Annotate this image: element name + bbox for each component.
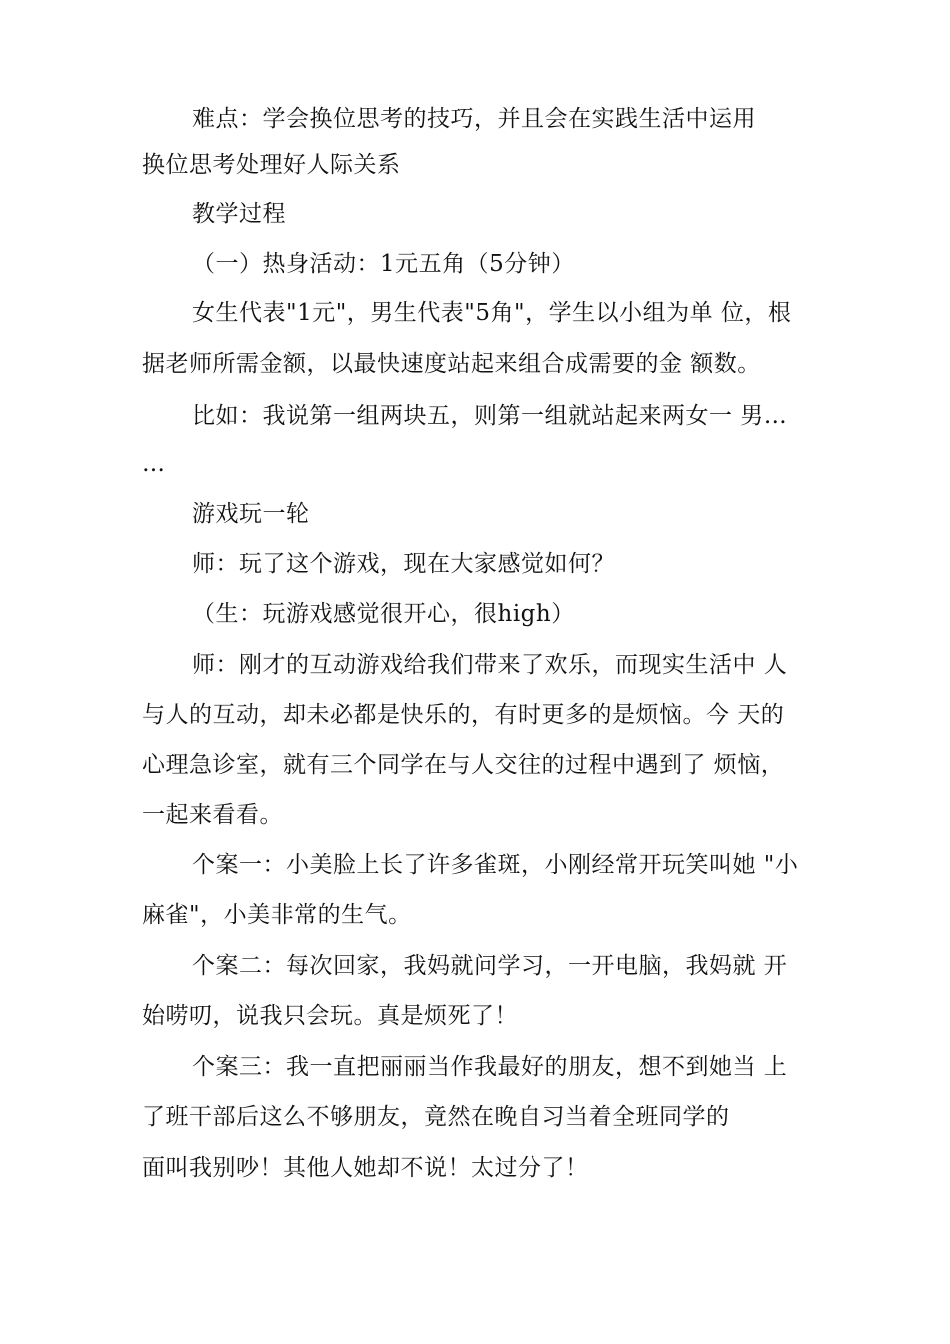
text-line-case-three-cont: 了班干部后这么不够朋友，竟然在晚自习当着全班同学的 — [142, 1104, 730, 1130]
text-line-teacher-intro-3: 心理急诊室，就有三个同学在与人交往的过程中遇到了 烦恼， — [142, 752, 785, 778]
text-line-case-three: 个案三：我一直把丽丽当作我最好的朋友，想不到她当 上 — [192, 1054, 788, 1080]
text-line-difficulty-cont: 换位思考处理好人际关系 — [142, 152, 401, 178]
text-line-rules: 女生代表"1元"，男生代表"5角"，学生以小组为单 位，根 — [192, 300, 792, 326]
text-line-teacher-intro: 师：刚才的互动游戏给我们带来了欢乐，而现实生活中 人 — [192, 652, 788, 678]
text-line-difficulty: 难点：学会换位思考的技巧，并且会在实践生活中运用 — [192, 106, 756, 132]
text-line-case-two-cont: 始唠叨，说我只会玩。真是烦死了！ — [142, 1003, 518, 1029]
text-line-case-three-end: 面叫我别吵！其他人她却不说！太过分了！ — [142, 1155, 589, 1181]
text-line-case-one: 个案一：小美脸上长了许多雀斑，小刚经常开玩笑叫她 "小 — [192, 852, 799, 878]
text-line-case-two: 个案二：每次回家，我妈就问学习，一开电脑，我妈就 开 — [192, 953, 788, 979]
text-line-teacher-intro-2: 与人的互动，却未必都是快乐的，有时更多的是烦恼。今 天的 — [142, 702, 785, 728]
subsection-heading-warmup: （一）热身活动：1元五角（5分钟） — [192, 251, 575, 277]
text-line-case-one-cont: 麻雀"，小美非常的生气。 — [142, 902, 412, 928]
text-line-game-round: 游戏玩一轮 — [192, 501, 310, 527]
section-heading-process: 教学过程 — [192, 201, 286, 227]
text-line-rules-cont: 据老师所需金额，以最快速度站起来组合成需要的金 额数。 — [142, 351, 761, 377]
text-line-student-answer: （生：玩游戏感觉很开心，很high） — [192, 601, 575, 627]
text-line-example: 比如：我说第一组两块五，则第一组就站起来两女一 男… — [192, 403, 788, 429]
text-line-teacher-intro-4: 一起来看看。 — [142, 802, 283, 828]
text-line-example-cont: … — [142, 451, 166, 477]
text-line-teacher-question: 师：玩了这个游戏，现在大家感觉如何？ — [192, 551, 615, 577]
